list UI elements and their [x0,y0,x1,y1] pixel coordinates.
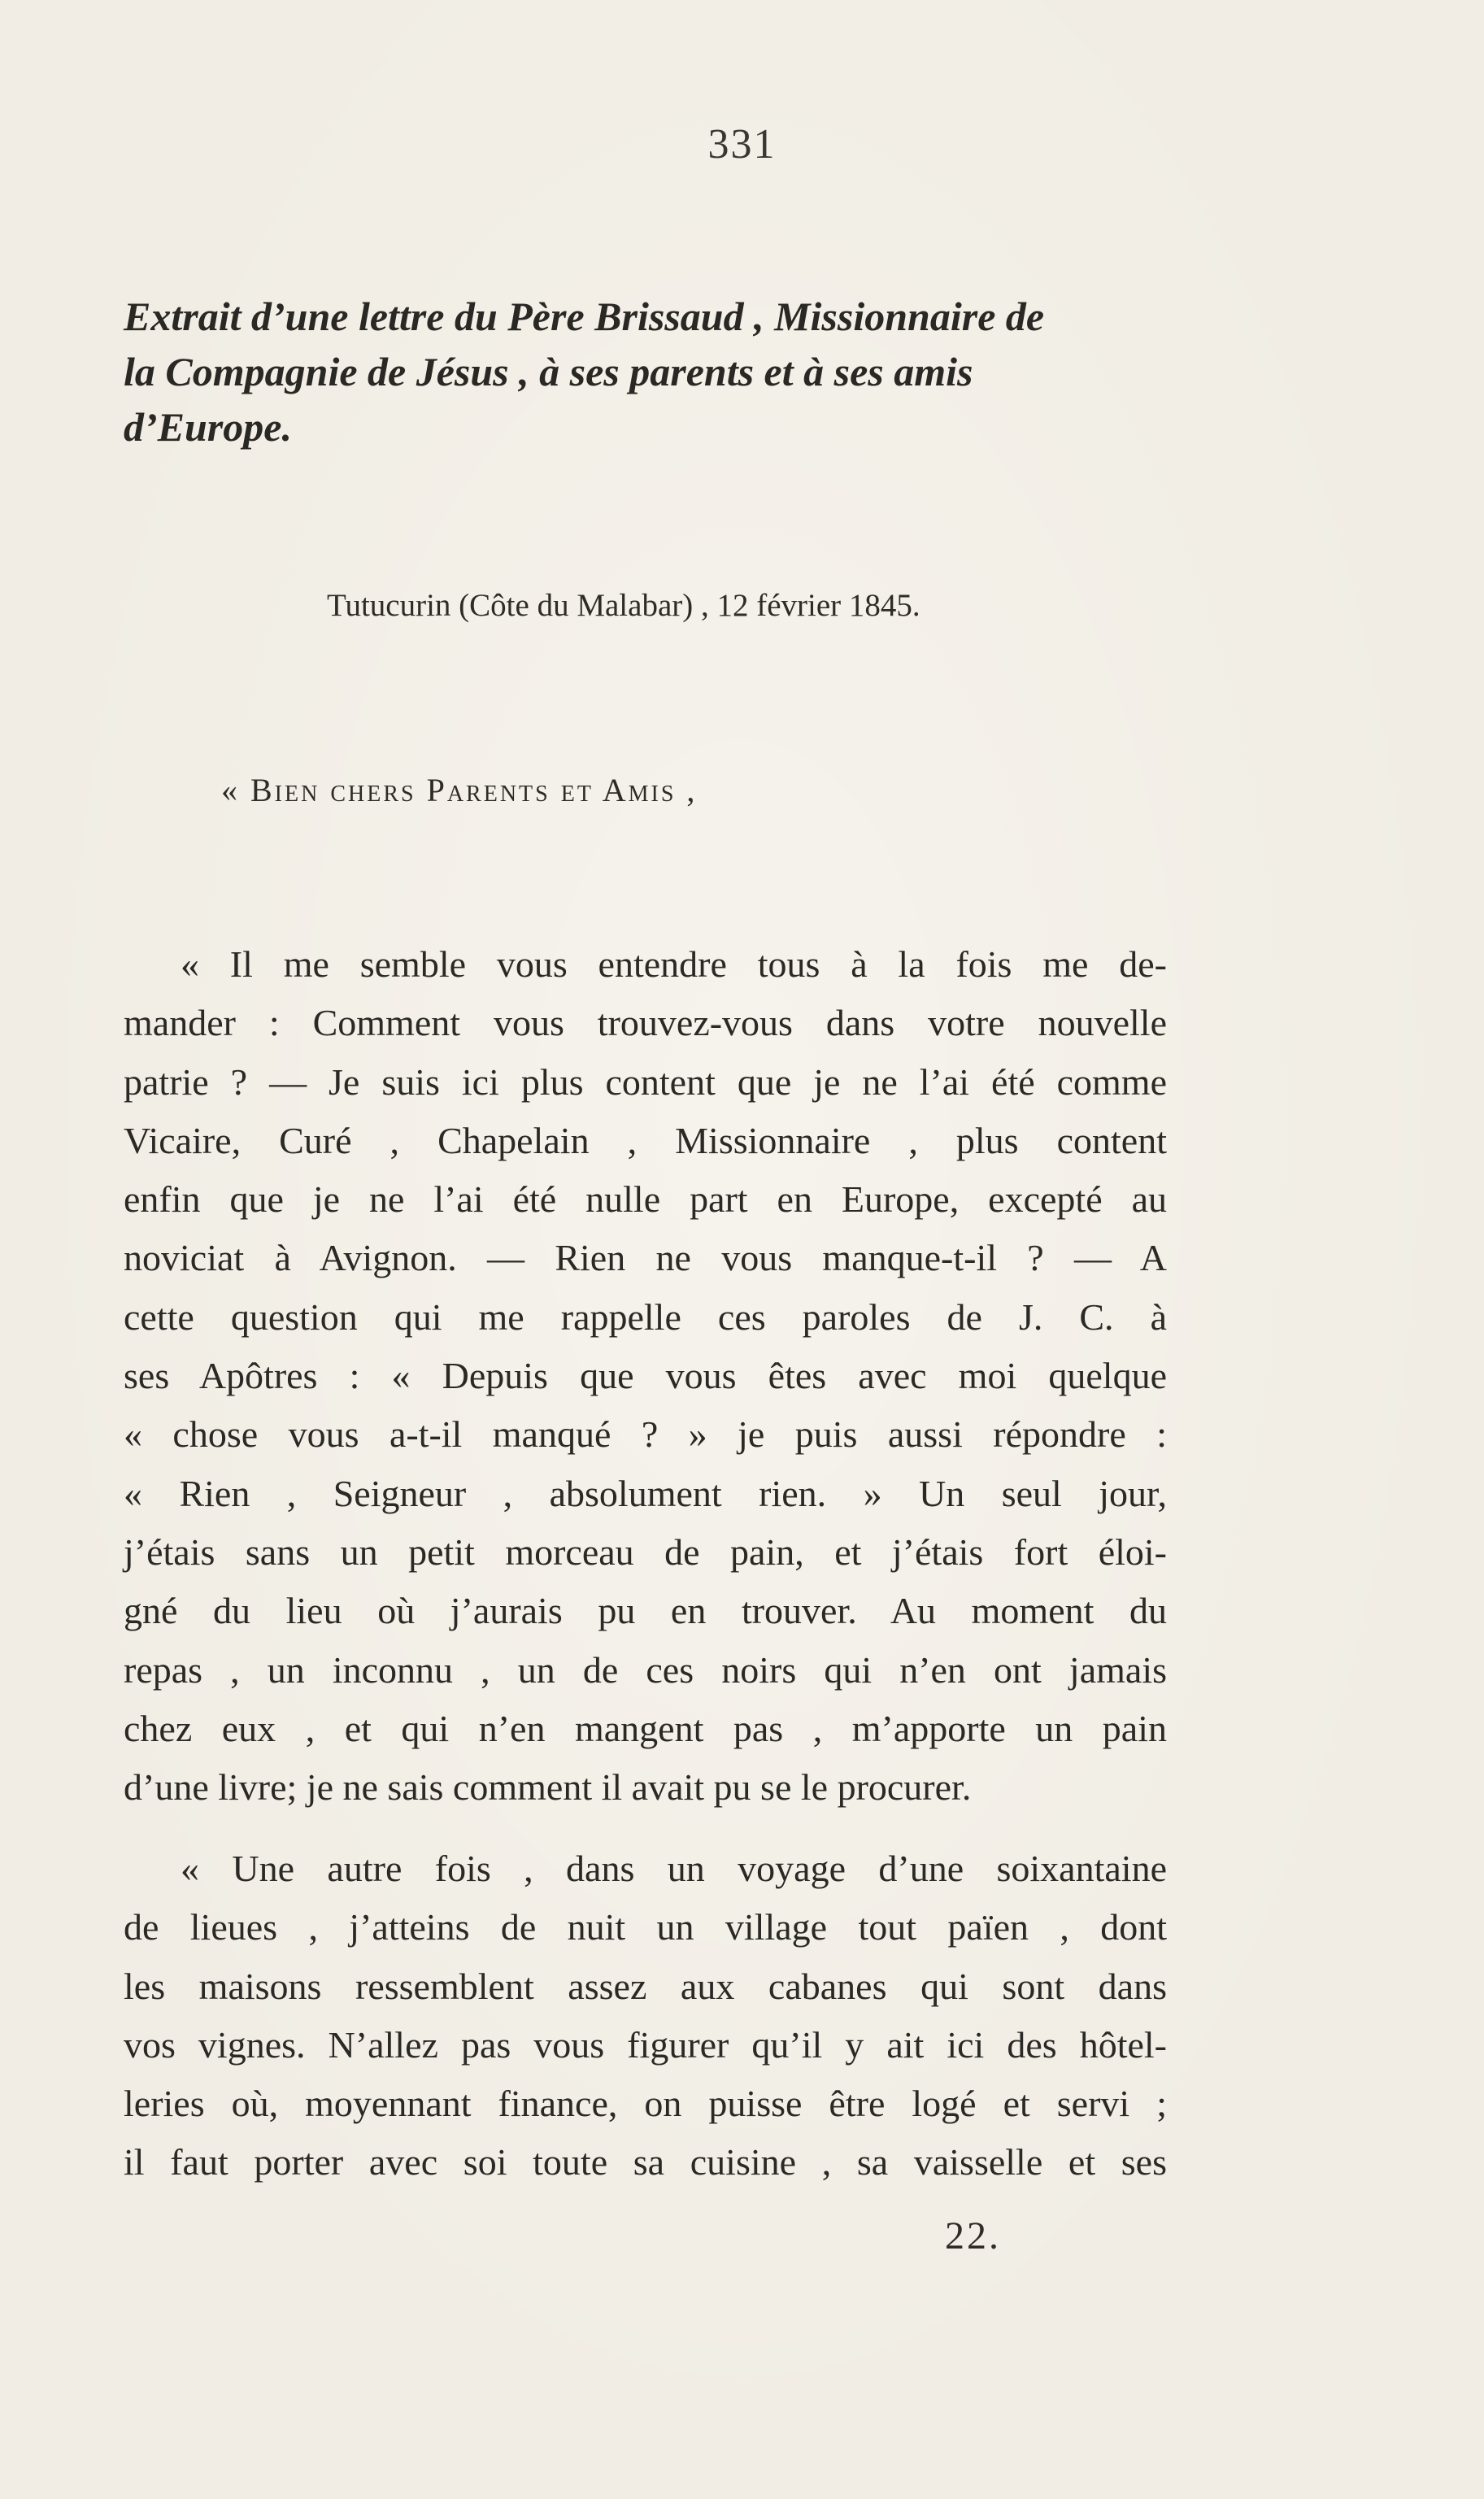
page-number: 331 [707,121,777,168]
text-line: « Une autre fois , dans un voyage d’une soixantaine [181,1848,1167,1889]
text-line: noviciat à Avignon. — Rien ne vous manque-t-il ? — A [124,1237,1167,1279]
paragraph-1 [124,935,1167,1817]
signature-mark: 22. [945,2214,1001,2257]
text-line: Vicaire, Curé , Chapelain , Missionnaire , plus content [124,1119,1167,1161]
text-line: cette question qui me rappelle ces paroles de J. C. à [124,1295,1167,1338]
text-line: ses Apôtres : « Depuis que vous êtes avec moi quelque [124,1355,1167,1397]
paragraph-2 [124,1839,1167,2192]
text-line: de lieues , j’atteins de nuit un village tout païen , dont [124,1906,1167,1948]
text-line: repas , un inconnu , un de ces noirs qui n’en ont jamais [124,1648,1167,1691]
text-line: « Rien , Seigneur , absolument rien. » Un seul jour, [124,1472,1167,1514]
title-line: Extrait d’une lettre du Père Brissaud , Missionnaire de [124,294,1045,339]
text-line: gné du lieu où j’aurais pu en trouver. Au moment du [124,1590,1167,1632]
title-line: d’Europe. [124,404,292,450]
text-line: patrie ? — Je suis ici plus content que je ne l’ai été comme [124,1060,1167,1103]
letter-title [124,289,1181,455]
text-line: « Il me semble vous entendre tous à la fois me de- [181,943,1167,985]
salutation: « Bien chers Parents et Amis , [221,772,698,808]
text-line: d’une livre; je ne sais comment il avait pu se le procurer. [124,1766,972,1809]
text-line: enfin que je ne l’ai été nulle part en Europe, excepté au [124,1178,1167,1221]
text-line: j’étais sans un petit morceau de pain, et j’étais fort éloi- [124,1530,1167,1573]
text-line: vos vignes. N’allez pas vous figurer qu’il y ait ici des hôtel- [124,2023,1167,2066]
text-line: les maisons ressemblent assez aux cabanes qui sont dans [124,1965,1167,2007]
text-line: chez eux , et qui n’en mangent pas , m’apporte un pain [124,1707,1167,1749]
dateline: Tutucurin (Côte du Malabar) , 12 février 1845. [327,588,920,623]
text-line: mander : Comment vous trouvez-vous dans votre nouvelle [124,1002,1167,1044]
text-line: « chose vous a-t-il manqué ? » je puis aussi répondre : [124,1413,1167,1456]
text-line: il faut porter avec soi toute sa cuisine , sa vaisselle et ses [124,2141,1167,2183]
title-line: la Compagnie de Jésus , à ses parents et à ses amis [124,349,973,394]
text-line: leries où, moyennant finance, on puisse être logé et servi ; [124,2083,1167,2125]
